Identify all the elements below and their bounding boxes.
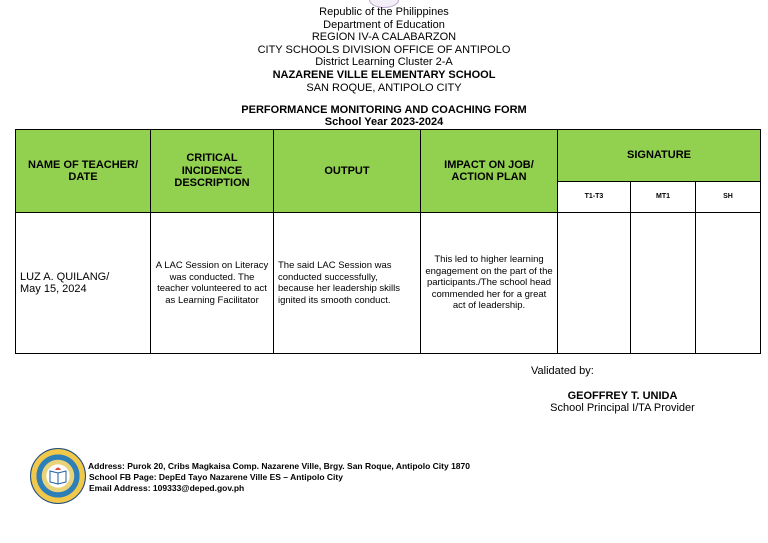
- validated-by-label: Validated by:: [531, 365, 594, 377]
- cell-teacher-date: [16, 213, 151, 354]
- signatory: [540, 390, 705, 414]
- entry-date: May 15, 2024: [20, 283, 87, 295]
- form-title: PERFORMANCE MONITORING AND COACHING FORM: [241, 104, 527, 116]
- cell-output: The said LAC Session was conducted successfully, because her leadership skills ignited its smooth conduct.: [274, 213, 421, 354]
- signatory-name: GEOFFREY T. UNIDA: [567, 390, 678, 402]
- header-impact: IMPACT ON JOB/ ACTION PLAN: [421, 130, 558, 213]
- cell-incidence: A LAC Session on Literacy was conducted. The teacher volunteered to act as Learning Facilitator: [151, 213, 274, 354]
- cell-impact: This led to higher learning engagement on the part of the participants./The school head commended her for a great act of leadership.: [421, 213, 558, 354]
- header-critical-incidence: CRITICAL INCIDENCE DESCRIPTION: [151, 130, 274, 213]
- header-sig-mt1: MT1: [631, 182, 696, 213]
- header-signature: SIGNATURE: [558, 130, 761, 182]
- school-year: School Year 2023-2024: [324, 116, 444, 128]
- signatory-position: School Principal I/TA Provider: [550, 402, 695, 414]
- cell-sig-mt1: [631, 213, 696, 354]
- table-row: [16, 213, 761, 354]
- footer-address: Address: Purok 20, Cribs Magkaisa Comp. Nazarene Ville, Brgy. San Roque, Antipolo City 1870: [88, 461, 470, 471]
- school-logo-icon: [30, 448, 86, 504]
- footer-fb-page: School FB Page: DepEd Tayo Nazarene Ville ES – Antipolo City: [89, 472, 343, 482]
- school-name: NAZARENE VILLE ELEMENTARY SCHOOL: [272, 68, 496, 81]
- header-name-date: NAME OF TEACHER/ DATE: [16, 130, 151, 213]
- department-line: Department of Education: [323, 18, 445, 31]
- coaching-table: [15, 129, 761, 354]
- book-icon: [49, 465, 67, 485]
- division-line: CITY SCHOOLS DIVISION OFFICE OF ANTIPOLO: [257, 43, 511, 56]
- school-location: SAN ROQUE, ANTIPOLO CITY: [306, 81, 462, 94]
- republic-line: Republic of the Philippines: [319, 6, 449, 18]
- letterhead: [0, 6, 768, 94]
- cell-sig-sh: [696, 213, 761, 354]
- form-title-block: [0, 104, 768, 128]
- cell-sig-t1-t3: [558, 213, 631, 354]
- header-sig-sh: SH: [696, 182, 761, 213]
- header-sig-t1-t3: T1-T3: [558, 182, 631, 213]
- region-line: REGION IV-A CALABARZON: [311, 31, 457, 44]
- footer-email: Email Address: 109333@deped.gov.ph: [89, 483, 245, 493]
- district-line: District Learning Cluster 2-A: [315, 56, 453, 69]
- teacher-name: LUZ A. QUILANG/: [20, 270, 110, 283]
- footer-contact: [88, 461, 470, 494]
- header-output: OUTPUT: [274, 130, 421, 213]
